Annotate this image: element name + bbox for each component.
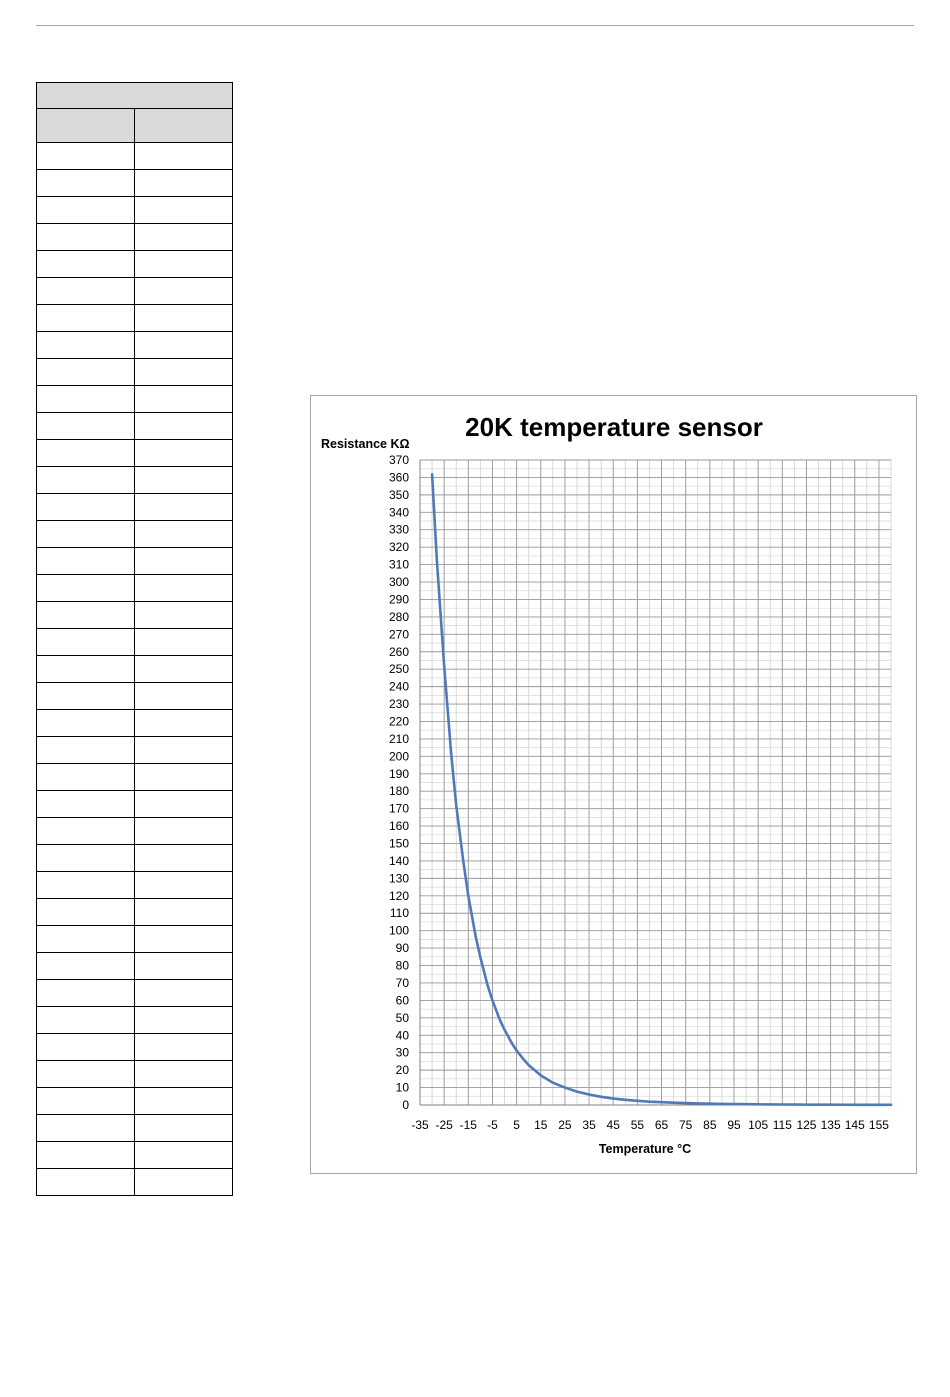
table-header-row [37,109,233,143]
y-tick-label: 220 [388,714,409,729]
x-tick-label: 135 [820,1118,841,1132]
table-cell [37,494,135,521]
table-cell [37,1061,135,1088]
table-cell [37,278,135,305]
table-cell [135,899,233,926]
y-tick-label: 250 [388,662,409,677]
table-row [37,683,233,710]
table-row [37,845,233,872]
tick-layer [389,453,891,1132]
chart-svg [311,396,918,1175]
table-row [37,1088,233,1115]
table-cell [37,656,135,683]
x-tick-label: -35 [411,1118,429,1132]
y-tick-label: 300 [388,575,409,590]
y-tick-label: 170 [388,801,409,816]
table-row [37,1034,233,1061]
table-cell [135,575,233,602]
table-cell [135,818,233,845]
x-tick-label: 155 [868,1118,889,1132]
y-tick-label: 320 [388,540,409,555]
grid-layer [420,460,891,1105]
table-cell [37,791,135,818]
table-row [37,467,233,494]
x-tick-label: 145 [844,1118,865,1132]
table-cell [135,278,233,305]
table-row [37,170,233,197]
table-cell [135,359,233,386]
table-cell [37,251,135,278]
table-cell [37,332,135,359]
table-cell [37,1088,135,1115]
table-row [37,1142,233,1169]
table-cell [37,602,135,629]
y-tick-label: 0 [402,1098,409,1112]
x-tick-label: 35 [582,1118,596,1132]
table-cell [135,1007,233,1034]
table-row [37,710,233,737]
table-cell [37,845,135,872]
y-tick-label: 370 [388,453,409,467]
table-row [37,305,233,332]
y-tick-label: 350 [388,487,409,502]
chart-title: 20K temperature sensor [465,412,763,442]
x-tick-label: -15 [459,1118,477,1132]
y-tick-label: 160 [388,819,409,834]
data-table [36,82,233,1196]
table-cell [135,170,233,197]
table-cell [135,305,233,332]
table-row [37,602,233,629]
table-cell [135,413,233,440]
table-cell [135,1169,233,1196]
y-tick-label: 290 [388,592,409,607]
y-tick-label: 210 [388,731,409,746]
chart-frame [310,395,917,1174]
x-tick-label: 15 [534,1118,548,1132]
table-cell [135,197,233,224]
table-row [37,413,233,440]
table-cell [37,305,135,332]
y-tick-label: 20 [395,1063,409,1078]
table-row [37,737,233,764]
y-tick-label: 10 [395,1080,409,1095]
table-cell [37,359,135,386]
table-cell [37,1034,135,1061]
y-axis-title: Resistance KΩ [321,437,410,451]
table-cell [37,953,135,980]
table-cell [135,629,233,656]
table-cell [37,683,135,710]
y-tick-label: 280 [388,609,409,624]
table-cell [37,1007,135,1034]
y-tick-label: 90 [395,941,409,956]
y-tick-label: 60 [395,993,409,1008]
table-cell [135,737,233,764]
table-row [37,224,233,251]
y-tick-label: 120 [388,888,409,903]
table-row [37,575,233,602]
y-tick-label: 80 [395,958,409,973]
y-tick-label: 190 [388,766,409,781]
table-row [37,629,233,656]
table-cell [37,197,135,224]
top-rule [36,25,914,26]
table-row [37,818,233,845]
table-cell [135,548,233,575]
table-row [37,899,233,926]
table-cell [135,602,233,629]
table-cell [135,980,233,1007]
table-row [37,197,233,224]
table-cell [135,386,233,413]
table-row [37,521,233,548]
table-cell [37,899,135,926]
y-tick-label: 310 [388,557,409,572]
table-header-cell [37,109,135,143]
table-cell [135,764,233,791]
table-cell [135,1034,233,1061]
y-tick-label: 30 [395,1045,409,1060]
y-tick-label: 50 [395,1010,409,1025]
x-tick-label: 85 [703,1118,717,1132]
x-tick-label: 55 [630,1118,645,1132]
y-tick-label: 180 [388,784,409,799]
table-cell [37,710,135,737]
table-row [37,440,233,467]
table-cell [37,737,135,764]
y-tick-label: 70 [395,975,409,990]
table-row [37,1115,233,1142]
table-cell [135,872,233,899]
table-cell [135,791,233,818]
x-tick-label: 105 [748,1118,769,1132]
table-cell [37,467,135,494]
x-tick-label: 95 [727,1118,741,1132]
table-row [37,1061,233,1088]
x-tick-label: 125 [796,1118,817,1132]
y-tick-label: 240 [388,679,409,694]
table-cell [37,521,135,548]
table-cell [37,440,135,467]
x-tick-label: 75 [679,1118,693,1132]
table-cell [135,1142,233,1169]
table-cell [37,764,135,791]
table-cell [37,872,135,899]
table-cell [135,467,233,494]
table-row [37,251,233,278]
table-row [37,1007,233,1034]
table-cell [135,683,233,710]
table-cell [37,575,135,602]
table-row [37,953,233,980]
table-cell [37,548,135,575]
table-cell [37,629,135,656]
table-row [37,980,233,1007]
table-cell [135,1088,233,1115]
table-cell [135,332,233,359]
x-tick-label: 5 [513,1118,520,1132]
table-row [37,494,233,521]
y-tick-label: 260 [388,644,409,659]
y-tick-label: 110 [389,906,409,921]
table-cell [37,170,135,197]
table-cell [37,926,135,953]
table-row [37,656,233,683]
table-cell [37,413,135,440]
y-tick-label: 230 [388,697,409,712]
table-cell [135,953,233,980]
y-tick-label: 360 [388,470,409,485]
table-row [37,143,233,170]
table-cell [135,1061,233,1088]
table-cell [37,818,135,845]
y-tick-label: 40 [395,1028,409,1043]
table-cell [37,980,135,1007]
x-tick-label: -5 [487,1118,498,1132]
table-cell [37,224,135,251]
table-cell [37,386,135,413]
table-cell [37,143,135,170]
table-row [37,764,233,791]
table-cell [135,656,233,683]
table-cell [135,710,233,737]
table-cell [37,1169,135,1196]
table-cell [135,143,233,170]
x-tick-label: 65 [654,1118,669,1132]
y-tick-label: 140 [388,853,409,868]
table-row [37,359,233,386]
table-header-cell [135,109,233,143]
table-cell [135,251,233,278]
table-row [37,1169,233,1196]
table-cell [135,926,233,953]
table-row [37,548,233,575]
x-tick-label: 115 [772,1118,792,1132]
y-tick-label: 270 [388,627,409,642]
table-body [37,143,233,1196]
y-tick-label: 340 [388,505,409,520]
y-tick-label: 150 [388,836,409,851]
table-cell [135,521,233,548]
table-row [37,926,233,953]
table-cell [135,440,233,467]
table-row [37,278,233,305]
table-title [37,83,233,109]
table-cell [37,1115,135,1142]
x-tick-label: 25 [558,1118,572,1132]
table-cell [135,494,233,521]
table-title-row [37,83,233,109]
table-row [37,386,233,413]
table-row [37,872,233,899]
table-cell [37,1142,135,1169]
table-cell [135,224,233,251]
table-cell [135,1115,233,1142]
y-tick-label: 200 [388,749,409,764]
x-axis-title: Temperature °C [598,1142,692,1156]
y-tick-label: 130 [388,871,409,886]
table-row [37,332,233,359]
table-row [37,791,233,818]
y-tick-label: 330 [388,522,409,537]
table-cell [135,845,233,872]
x-tick-label: -25 [435,1118,453,1132]
x-tick-label: 45 [606,1118,620,1132]
y-tick-label: 100 [388,923,409,938]
